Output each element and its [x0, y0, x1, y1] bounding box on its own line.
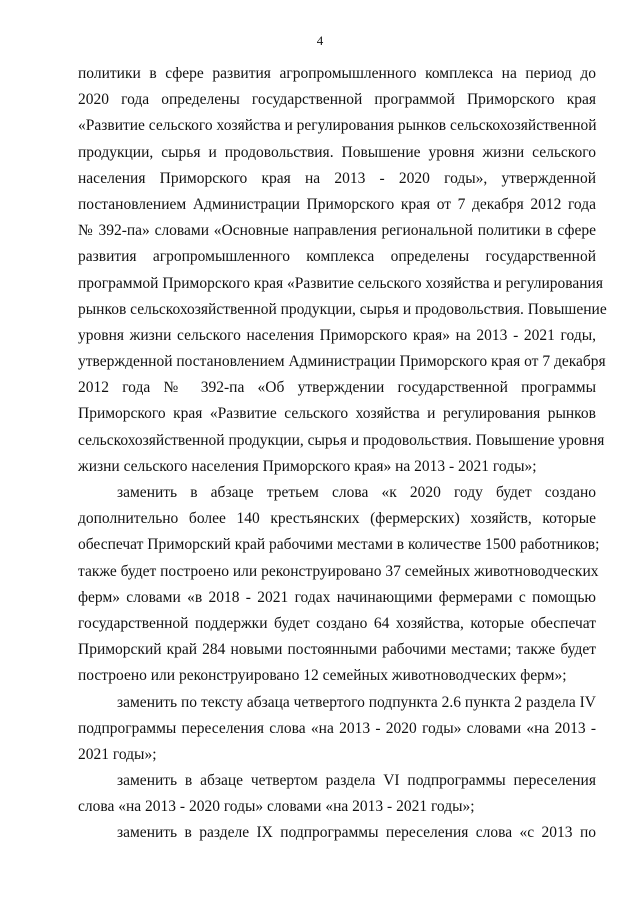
text-line: заменить в абзаце третьем слова «к 2020 году будет создано — [117, 484, 596, 501]
paragraph — [78, 768, 596, 820]
text-line: дополнительно более 140 крестьянских (фермерских) хозяйств, которые — [78, 510, 596, 528]
text-line: утвержденной постановлением Администрации Приморского края от 7 декабря — [78, 353, 606, 371]
text-line: программой Приморского края «Развитие сельского хозяйства и регулирования — [78, 274, 603, 292]
text-line: Приморского края «Развитие сельского хозяйства и регулирования рынков — [78, 405, 596, 423]
paragraph — [78, 690, 596, 769]
text-line: слова «на 2013 - 2020 годы» словами «на 2013 - 2021 годы»; — [78, 798, 475, 816]
paragraph — [78, 480, 600, 690]
text-line: 2012 года № 392-па «Об утверждении государственной программы — [78, 379, 596, 397]
text-line: государственной поддержки будет создано 64 хозяйства, которые обеспечат — [78, 614, 596, 632]
text-line: ферм» словами «в 2018 - 2021 годах начинающими фермерами с помощью — [78, 588, 596, 606]
text-line: сельскохозяйственной продукции, сырья и продовольствия. Повышение уровня — [78, 431, 605, 449]
text-line: развития агропромышленного комплекса определены государственной — [78, 248, 596, 266]
text-line: заменить в разделе IX подпрограммы переселения слова «с 2013 по — [117, 824, 596, 842]
body-text — [78, 61, 607, 847]
text-line: заменить по тексту абзаца четвертого подпункта 2.6 пункта 2 раздела IV — [117, 693, 596, 711]
text-line: жизни сельского населения Приморского края» на 2013 - 2021 годы»; — [78, 457, 537, 475]
text-line: 2020 года определены государственной программой Приморского края — [78, 91, 596, 109]
text-line: постановлением Администрации Приморского края от 7 декабря 2012 года — [78, 195, 596, 213]
text-line: также будет построено или реконструировано 37 семейных животноводческих — [78, 562, 599, 580]
paragraph — [78, 61, 607, 480]
text-line: Приморский край 284 новыми постоянными рабочими местами; также будет — [78, 641, 596, 659]
text-line: рынков сельскохозяйственной продукции, сырья и продовольствия. Повышение — [78, 300, 607, 318]
paragraph — [78, 820, 596, 846]
text-line: политики в сфере развития агропромышленного комплекса на период до — [78, 65, 596, 82]
text-line: подпрограммы переселения слова «на 2013 - 2020 годы» словами «на 2013 - — [78, 719, 596, 737]
text-line: 2021 годы»; — [78, 745, 157, 763]
text-line: «Развитие сельского хозяйства и регулирования рынков сельскохозяйственной — [78, 117, 597, 135]
text-line: заменить в абзаце четвертом раздела VI подпрограммы переселения — [117, 772, 596, 790]
text-line: построено или реконструировано 12 семейных животноводческих ферм»; — [78, 667, 567, 685]
text-line: продукции, сырья и продовольствия. Повышение уровня жизни сельского — [78, 143, 596, 161]
page-number: 4 — [316, 33, 324, 48]
text-line: обеспечат Приморский край рабочими местами в количестве 1500 работников; — [78, 536, 600, 554]
text-line: уровня жизни сельского населения Приморского края» на 2013 - 2021 годы, — [78, 326, 596, 344]
text-line: населения Приморского края на 2013 - 2020 годы», утвержденной — [78, 169, 596, 187]
text-line: № 392-па» словами «Основные направления региональной политики в сфере — [78, 222, 596, 240]
